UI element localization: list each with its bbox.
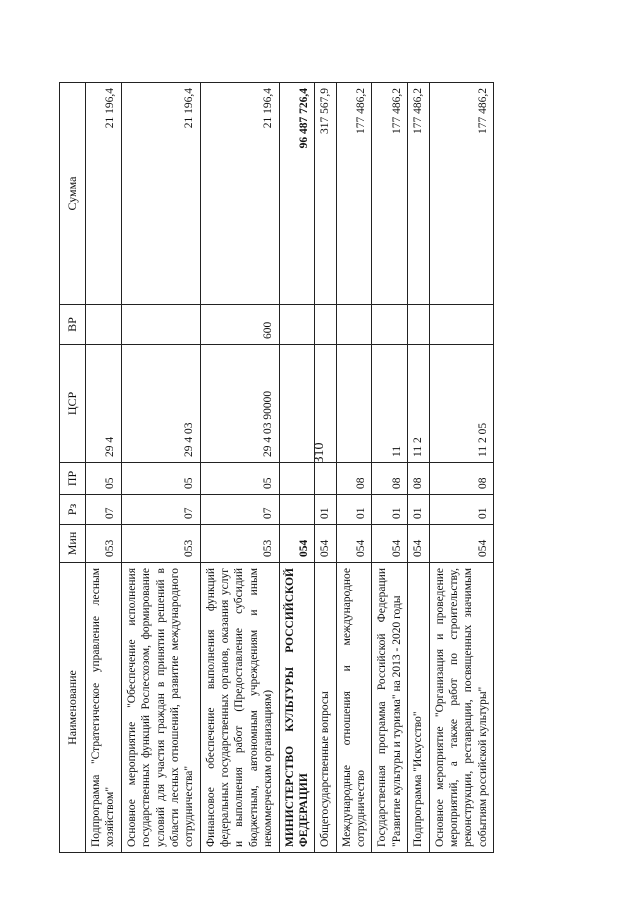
row-name-cell: Общегосударственные вопросы (315, 563, 336, 853)
row-sum-cell: 21 196,4 (86, 83, 122, 305)
row-csr-cell: 11 (372, 345, 408, 463)
table-row (372, 83, 408, 853)
row-sum-cell: 317 567,9 (315, 83, 336, 305)
row-rz-cell: 07 (200, 495, 279, 525)
row-min-cell: 054 (372, 525, 408, 563)
row-pr-cell: 05 (86, 463, 122, 495)
row-pr-cell: 08 (429, 463, 494, 495)
row-sum-cell: 96 487 726,4 (279, 83, 315, 305)
row-rz-cell: 01 (372, 495, 408, 525)
column-header-name: Наименование (60, 563, 86, 853)
row-vr-cell (408, 305, 429, 345)
row-min-cell: 054 (336, 525, 372, 563)
table-row (408, 83, 429, 853)
row-sum-cell: 177 486,2 (336, 83, 372, 305)
row-vr-cell (279, 305, 315, 345)
row-sum-cell: 177 486,2 (429, 83, 494, 305)
row-pr-cell: 08 (408, 463, 429, 495)
column-header-min: Мин (60, 525, 86, 563)
row-min-cell: 053 (200, 525, 279, 563)
table-row (121, 83, 200, 853)
row-name-cell: Государственная программа Российской Федерации "Развитие культуры и туризма" на 2013 - 2020 годы (372, 563, 408, 853)
row-rz-cell: 07 (121, 495, 200, 525)
row-pr-cell: 05 (200, 463, 279, 495)
table-row (200, 83, 279, 853)
row-pr-cell: 08 (372, 463, 408, 495)
row-name-cell: Финансовое обеспечение выполнения функций федеральных государственных органов, оказания услуг и выполнения работ (Предоставление субсидий бюджетным, автономным учреждениям и иным некоммерческим организациям) (200, 563, 279, 853)
table-row (336, 83, 372, 853)
row-csr-cell (279, 345, 315, 463)
column-header-rz: Рз (60, 495, 86, 525)
row-csr-cell: 11 2 05 (429, 345, 494, 463)
table-row (315, 83, 336, 853)
row-sum-cell: 21 196,4 (200, 83, 279, 305)
row-csr-cell (336, 345, 372, 463)
row-rz-cell: 07 (86, 495, 122, 525)
row-csr-cell: 11 2 (408, 345, 429, 463)
column-header-sum: Сумма (60, 83, 86, 305)
row-csr-cell (315, 345, 336, 463)
table-header-row (60, 83, 86, 853)
row-pr-cell (279, 463, 315, 495)
row-csr-cell: 29 4 03 (121, 345, 200, 463)
row-rz-cell: 01 (315, 495, 336, 525)
row-name-cell: Основное мероприятие "Обеспечение исполнения государственных функций Рослесхозом, формирование условий для участия граждан в принятии решений в области лесных отношений, развитие международного сотрудничества" (121, 563, 200, 853)
row-min-cell: 054 (315, 525, 336, 563)
row-min-cell: 054 (279, 525, 315, 563)
budget-table-container (59, 83, 579, 853)
row-vr-cell (121, 305, 200, 345)
row-csr-cell: 29 4 03 90000 (200, 345, 279, 463)
row-csr-cell: 29 4 (86, 345, 122, 463)
row-pr-cell (315, 463, 336, 495)
row-name-cell: Подпрограмма "Искусство" (408, 563, 429, 853)
row-vr-cell (336, 305, 372, 345)
row-rz-cell: 01 (408, 495, 429, 525)
row-vr-cell (372, 305, 408, 345)
column-header-vr: ВР (60, 305, 86, 345)
row-name-cell: Основное мероприятие "Организация и проведение мероприятий, а также работ по строительству, реконструкции, реставрации, посвященных значимым событиям российской культуры" (429, 563, 494, 853)
row-rz-cell: 01 (429, 495, 494, 525)
column-header-csr: ЦСР (60, 345, 86, 463)
row-vr-cell: 600 (200, 305, 279, 345)
row-rz-cell (279, 495, 315, 525)
table-row (86, 83, 122, 853)
row-pr-cell: 08 (336, 463, 372, 495)
row-sum-cell: 21 196,4 (121, 83, 200, 305)
row-vr-cell (86, 305, 122, 345)
row-sum-cell: 177 486,2 (408, 83, 429, 305)
table-row (429, 83, 494, 853)
row-min-cell: 054 (408, 525, 429, 563)
row-name-cell: Подпрограмма "Стратегическое управление лесным хозяйством" (86, 563, 122, 853)
row-pr-cell: 05 (121, 463, 200, 495)
row-name-cell: МИНИСТЕРСТВО КУЛЬТУРЫ РОССИЙСКОЙ ФЕДЕРАЦИИ (279, 563, 315, 853)
row-min-cell: 053 (121, 525, 200, 563)
page-number: 310 (312, 442, 327, 464)
row-sum-cell: 177 486,2 (372, 83, 408, 305)
row-rz-cell: 01 (336, 495, 372, 525)
row-min-cell: 053 (86, 525, 122, 563)
budget-table (59, 82, 494, 853)
row-vr-cell (429, 305, 494, 345)
table-row (279, 83, 315, 853)
row-min-cell: 054 (429, 525, 494, 563)
row-name-cell: Международные отношения и международное сотрудничество (336, 563, 372, 853)
column-header-pr: ПР (60, 463, 86, 495)
row-vr-cell (315, 305, 336, 345)
